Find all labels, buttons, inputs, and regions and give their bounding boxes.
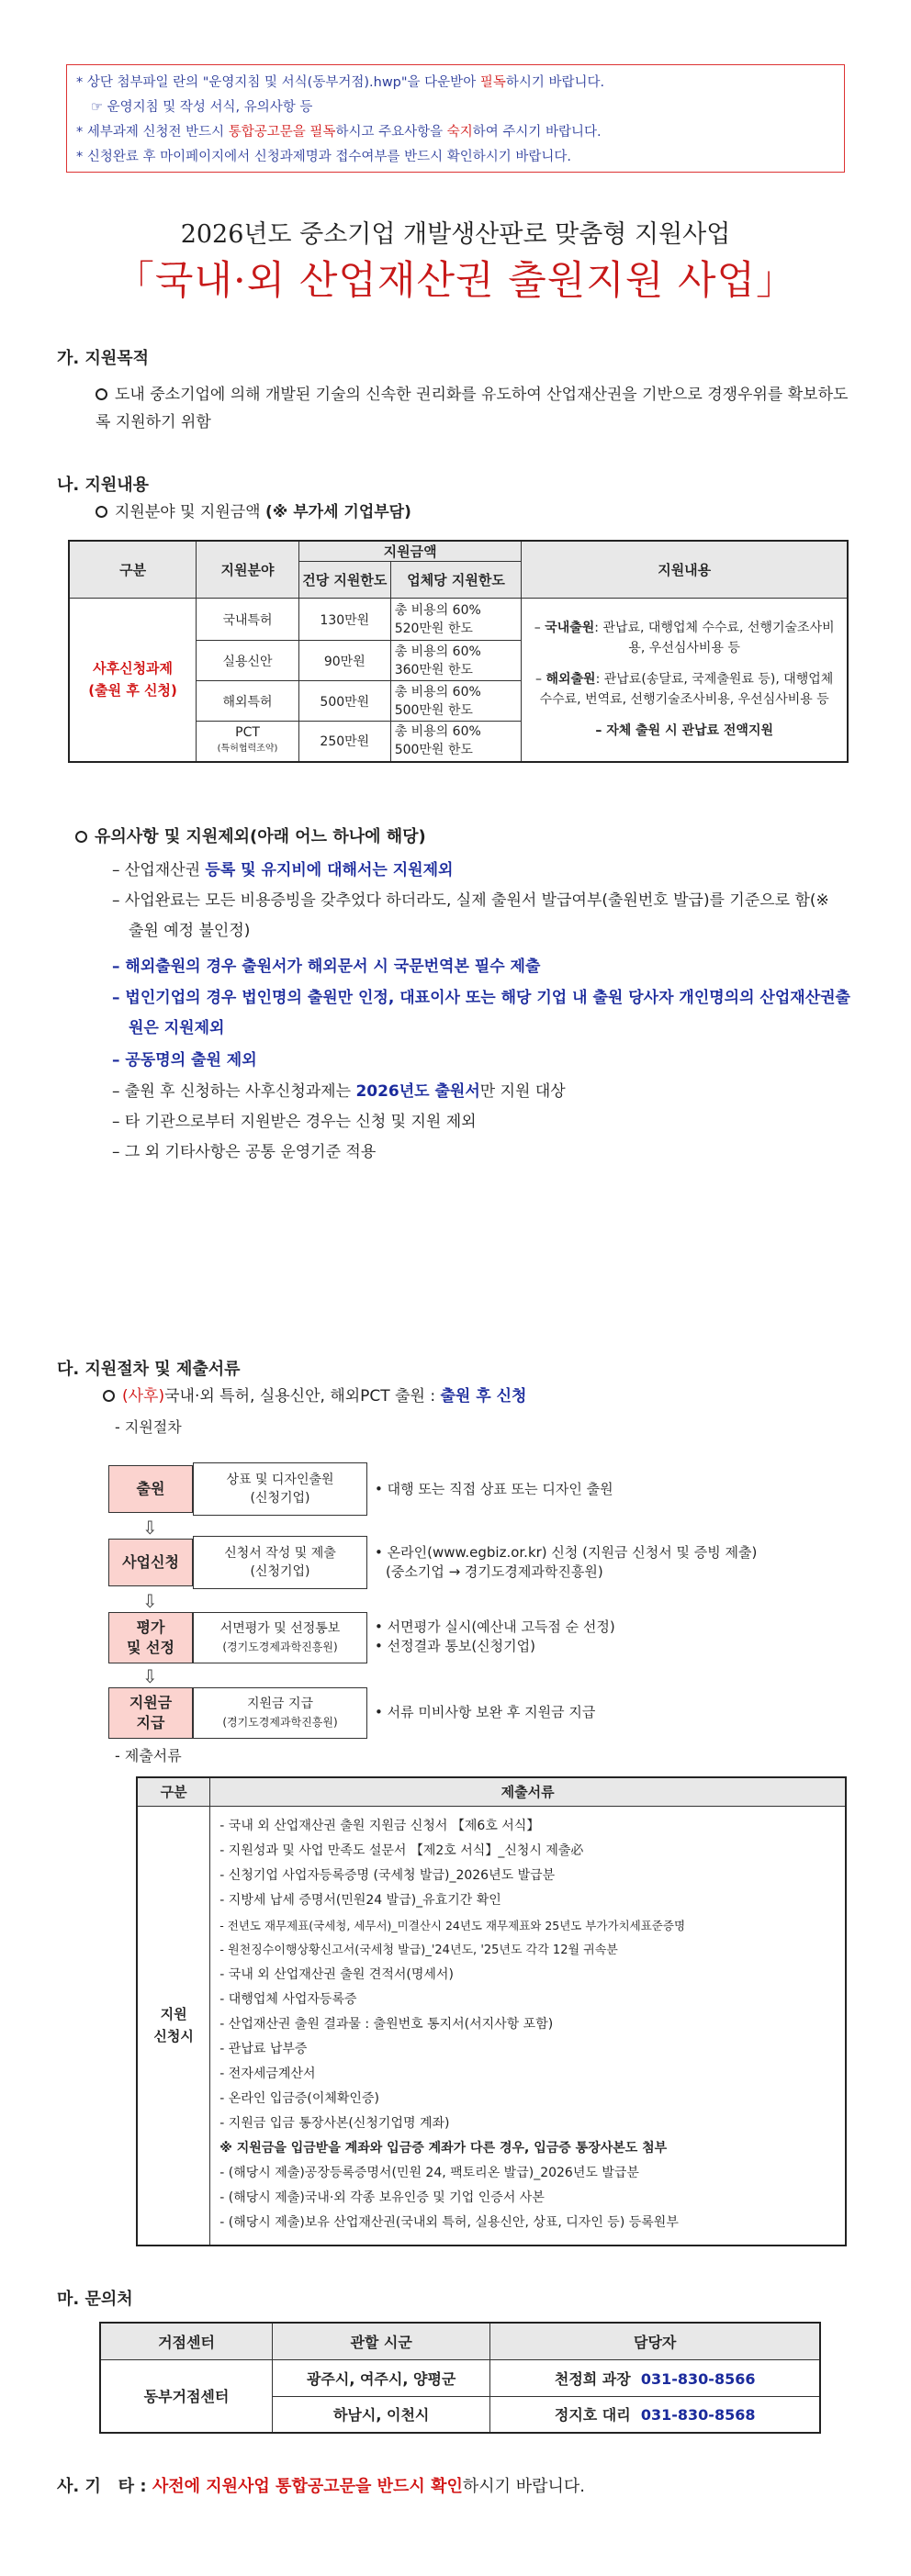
col-header-per-company: 업체당 지원한도 — [390, 562, 522, 599]
list-item: - 원천징수이행상황신고서(국세청 발급)_'24년도, '25년도 각각 12월 귀속분 — [219, 1943, 618, 1957]
circle-bullet-icon — [96, 388, 107, 400]
step-evaluation: 평가 및 선정 — [108, 1612, 193, 1663]
list-item: - (해당시 제출)보유 산업재산권(국내외 특허, 실용신안, 상표, 디자인 등) 등록원부 — [219, 2214, 679, 2230]
step-evaluation-desc: 서면평가 및 선정통보 (경기도경제과학진흥원) — [193, 1612, 367, 1663]
table-row: 실용신안 90만원 총 비용의 60% 360만원 한도 — [69, 641, 848, 681]
col-header-amount: 지원금액 — [298, 541, 521, 562]
down-arrow-icon: ⇩ — [142, 1517, 158, 1539]
contact-table — [99, 2322, 821, 2434]
caution-item-8: – 그 외 기타사항은 공통 운영기준 적용 — [112, 1143, 377, 1161]
caution-item-4: – 법인기업의 경우 법인명의 출원만 인정, 대표이사 또는 해당 기업 내 출원 당사자 개인명의의 산업재산권출원은 지원제외 — [112, 989, 850, 1037]
table-row: 해외특허 500만원 총 비용의 60% 500만원 한도 — [69, 681, 848, 722]
step-payment: 지원금 지급 — [108, 1687, 193, 1739]
documents-list — [210, 1807, 845, 2245]
table-row: PCT (특허협력조약) 250만원 총 비용의 60% 500만원 한도 — [69, 722, 848, 762]
caution-item-1: – 산업재산권 등록 및 유지비에 대해서는 지원제외 — [112, 861, 454, 879]
list-item: - 국내 외 산업재산권 출원 견적서(명세서) — [219, 1966, 454, 1982]
list-item: - (해당시 제출)국내·외 각종 보유인증 및 기업 인증서 사본 — [219, 2190, 545, 2205]
col-header-center: 거점센터 — [100, 2323, 272, 2359]
list-item: - 신청기업 사업자등록증명 (국세청 발급)_2026년도 발급분 — [219, 1867, 556, 1883]
phone-link[interactable]: 031-830-8566 — [640, 2369, 756, 2388]
row-type-label: 지원 신청시 — [137, 1806, 210, 2246]
list-item: - 지원금 입금 통장사본(신청기업명 계좌) — [219, 2115, 450, 2131]
row-type-label: 사후신청과제 (출원 후 신청) — [69, 599, 197, 762]
support-content-cell: – 국내출원: 관납료, 대행업체 수수료, 선행기술조사비용, 우선심사비용 등 – 해외출원: 관납료(송달료, 국제출원료 등), 대행업체 수수료, 번역료, 선행기술조사비용, 우선심사비용 등 – 자체 출원 시 관납료 전액지원 — [522, 599, 848, 762]
list-item: - 대행업체 사업자등록증 — [219, 1991, 357, 2007]
col-header-content: 지원내용 — [522, 541, 848, 599]
step-payment-note: • 서류 미비사항 보완 후 지원금 지급 — [375, 1704, 596, 1720]
procedure-label: - 지원절차 — [115, 1418, 182, 1436]
documents-table — [136, 1776, 847, 2246]
documents-label: - 제출서류 — [115, 1747, 182, 1764]
list-item: - 산업재산권 출원 결과물 : 출원번호 통지서(서지사항 포함) — [219, 2016, 554, 2032]
down-arrow-icon: ⇩ — [142, 1665, 158, 1687]
step-apply: 출원 — [108, 1465, 193, 1513]
table-row: 동부거점센터 광주시, 여주시, 양평군 천정희 과장 031-830-8566 — [100, 2359, 820, 2396]
step-apply-desc: 상표 및 디자인출원 (신청기업) — [193, 1462, 367, 1516]
phone-link[interactable]: 031-830-8568 — [640, 2406, 756, 2425]
caution-item-2: – 사업완료는 모든 비용증빙을 갖추었다 하더라도, 실제 출원서 발급여부(출원번호 발급)를 기준으로 함(※ 출원 예정 불인정) — [112, 891, 829, 940]
notice-line-3: * 세부과제 신청전 반드시 통합공고문을 필독하시고 주요사항을 숙지하여 주시기 바랍니다. — [76, 125, 602, 140]
col-header-type: 구분 — [137, 1777, 210, 1806]
caution-item-3: – 해외출원의 경우 출원서가 해외문서 시 국문번역본 필수 제출 — [112, 958, 541, 976]
content-subheading: 지원분야 및 지원금액 (※ 부가세 기업부담) — [96, 498, 411, 526]
list-item: - 지방세 납세 증명서(민원24 발급)_유효기간 확인 — [219, 1892, 501, 1908]
table-row: 하남시, 이천시 정지호 대리 031-830-8568 — [100, 2396, 820, 2433]
down-arrow-icon: ⇩ — [142, 1590, 158, 1612]
project-title: 「국내·외 산업재산권 출원지원 사업」 — [114, 258, 797, 304]
col-header-docs: 제출서류 — [210, 1777, 846, 1806]
list-item: - 지원성과 및 사업 만족도 설문서 【제2호 서식】_신청시 제출必 — [219, 1842, 584, 1858]
list-item-note: ※ 지원금을 입금받을 계좌와 입금증 계좌가 다른 경우, 입금증 통장사본도 첨부 — [219, 2140, 668, 2156]
step-submit-desc: 신청서 작성 및 제출 (신청기업) — [193, 1536, 367, 1589]
circle-bullet-icon — [96, 506, 107, 518]
list-item: - 국내 외 산업재산권 출원 지원금 신청서 【제6호 서식】 — [219, 1818, 540, 1833]
section-heading-procedure: 다. 지원절차 및 제출서류 — [57, 1360, 241, 1379]
section-heading-purpose: 가. 지원목적 — [57, 349, 150, 368]
notice-line-1: * 상단 첨부파일 란의 "운영지침 및 서식(동부거점).hwp"을 다운받아 필독하시기 바랍니다. — [76, 75, 605, 90]
caution-item-7: – 타 기관으로부터 지원받은 경우는 신청 및 지원 제외 — [112, 1113, 477, 1131]
col-header-type: 구분 — [69, 541, 197, 599]
circle-bullet-icon — [75, 831, 87, 843]
notice-box — [66, 64, 845, 173]
step-payment-desc: 지원금 지급 (경기도경제과학진흥원) — [193, 1687, 367, 1739]
list-item: - (해당시 제출)공장등록증명서(민원 24, 팩토리온 발급)_2026년도 발급분 — [219, 2165, 639, 2180]
step-submit: 사업신청 — [108, 1539, 193, 1586]
list-item: - 전년도 재무제표(국세청, 세무서)_미결산시 24년도 재무제표와 25년도 부가가치세표준증명 — [219, 1918, 686, 1932]
center-name: 동부거점센터 — [100, 2359, 272, 2433]
procedure-subheading: (사후)국내·외 특허, 실용신안, 해외PCT 출원 : 출원 후 신청 — [103, 1383, 526, 1410]
list-item: - 온라인 입금증(이체확인증) — [219, 2090, 379, 2106]
col-header-contact: 담당자 — [490, 2323, 820, 2359]
table-row: 사후신청과제 (출원 후 신청) 국내특허 130만원 총 비용의 60% 520만원 한도 – 국내출원: 관납료, 대행업체 수수료, 선행기술조사비용, 우선심사비용 등 – 해외출원: 관납료(송달료, 국제출원료 등), 대행업체 수수료, 번역료, 선행기술조사비용, 우선심사비용 등 – 자체 출원 시 관납료 전액지원 — [69, 599, 848, 641]
step-submit-note: • 온라인(www.egbiz.or.kr) 신청 (지원금 신청서 및 증빙 제출) (중소기업 → 경기도경제과학진흥원) — [375, 1544, 758, 1580]
step-evaluation-note: • 서면평가 실시(예산내 고득점 순 선정) • 선정결과 통보(신청기업) — [375, 1618, 615, 1654]
notice-line-2: ☞ 운영지침 및 작성 서식, 유의사항 등 — [91, 100, 313, 115]
section-heading-content: 나. 지원내용 — [57, 476, 150, 495]
support-amount-table — [68, 540, 849, 763]
list-item: - 관납료 납부증 — [219, 2041, 308, 2056]
step-apply-note: • 대행 또는 직접 상표 또는 디자인 출원 — [375, 1481, 613, 1497]
col-header-region: 관할 시군 — [272, 2323, 489, 2359]
other-note: 사. 기 타 : 사전에 지원사업 통합공고문을 반드시 확인하시기 바랍니다. — [57, 2477, 586, 2496]
page-title: 2026년도 중소기업 개발생산판로 맞춤형 지원사업 — [180, 220, 731, 249]
list-item: - 전자세금계산서 — [219, 2066, 316, 2081]
caution-item-5: – 공동명의 출원 제외 — [112, 1051, 257, 1070]
col-header-per-case: 건당 지원한도 — [298, 562, 390, 599]
notice-line-4: * 신청완료 후 마이페이지에서 신청과제명과 접수여부를 반드시 확인하시기 바랍니다. — [76, 150, 571, 164]
caution-item-6: – 출원 후 신청하는 사후신청과제는 2026년도 출원서만 지원 대상 — [112, 1082, 566, 1101]
caution-heading: 유의사항 및 지원제외(아래 어느 하나에 해당) — [75, 823, 426, 851]
purpose-text: 도내 중소기업에 의해 개발된 기술의 신속한 권리화를 유도하여 산업재산권을 기반으로 경쟁우위를 확보하도록 지원하기 위함 — [96, 386, 849, 431]
col-header-field: 지원분야 — [197, 541, 299, 599]
circle-bullet-icon — [103, 1390, 115, 1402]
section-heading-contact: 마. 문의처 — [57, 2290, 133, 2309]
